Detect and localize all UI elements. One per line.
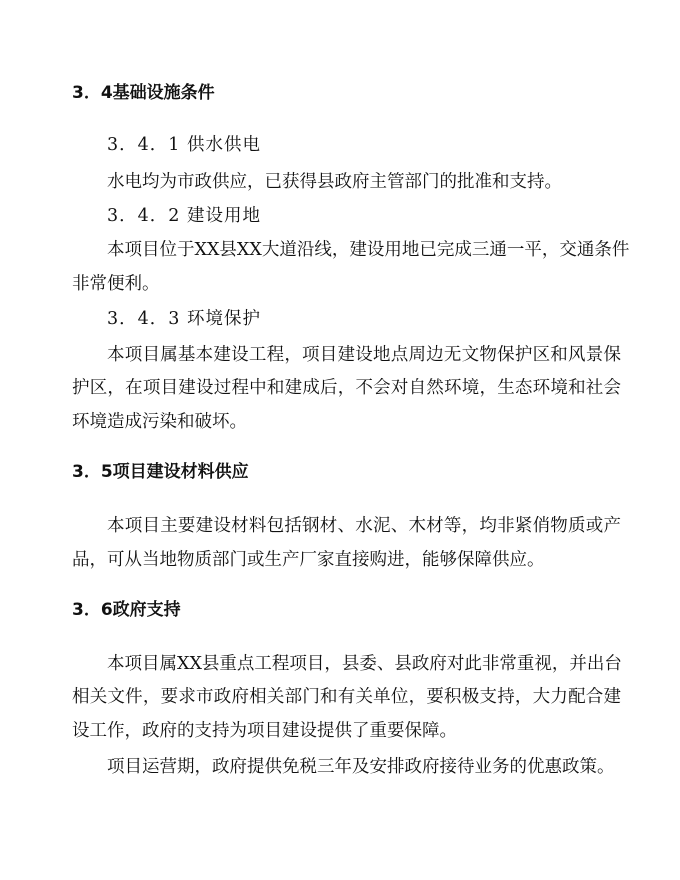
section-heading-3-5: 3．5项目建设材料供应 bbox=[72, 462, 249, 482]
paragraph-line: 项目运营期，政府提供免税三年及安排政府接待业务的优惠政策。 bbox=[107, 757, 615, 777]
paragraph-line: 本项目位于XX县XX大道沿线，建设用地已完成三通一平，交通条件 bbox=[107, 240, 630, 260]
paragraph-line: 相关文件，要求市政府相关部门和有关单位，要积极支持，大力配合建 bbox=[72, 687, 621, 707]
subsection-title-3-4-2: 3．4．2 建设用地 bbox=[107, 206, 261, 226]
paragraph-line: 本项目属XX县重点工程项目，县委、县政府对此非常重视，并出台 bbox=[107, 654, 622, 674]
paragraph-line: 水电均为市政供应，已获得县政府主管部门的批准和支持。 bbox=[107, 172, 562, 192]
paragraph-line: 非常便利。 bbox=[72, 274, 160, 294]
paragraph-line: 设工作，政府的支持为项目建设提供了重要保障。 bbox=[72, 721, 457, 741]
subsection-title-3-4-1: 3．4．1 供水供电 bbox=[107, 135, 261, 155]
paragraph-line: 本项目属基本建设工程，项目建设地点周边无文物保护区和风景保 bbox=[107, 345, 621, 365]
subsection-title-3-4-3: 3．4．3 环境保护 bbox=[107, 309, 261, 329]
paragraph-line: 护区，在项目建设过程中和建成后，不会对自然环境，生态环境和社会 bbox=[72, 378, 621, 398]
paragraph-line: 本项目主要建设材料包括钢材、水泥、木材等，均非紧俏物质或产 bbox=[107, 516, 621, 536]
section-heading-3-6: 3．6政府支持 bbox=[72, 600, 181, 620]
section-heading-3-4: 3．4基础设施条件 bbox=[72, 83, 215, 103]
paragraph-line: 品，可从当地物质部门或生产厂家直接购进，能够保障供应。 bbox=[72, 550, 545, 570]
paragraph-line: 环境造成污染和破坏。 bbox=[72, 412, 247, 432]
